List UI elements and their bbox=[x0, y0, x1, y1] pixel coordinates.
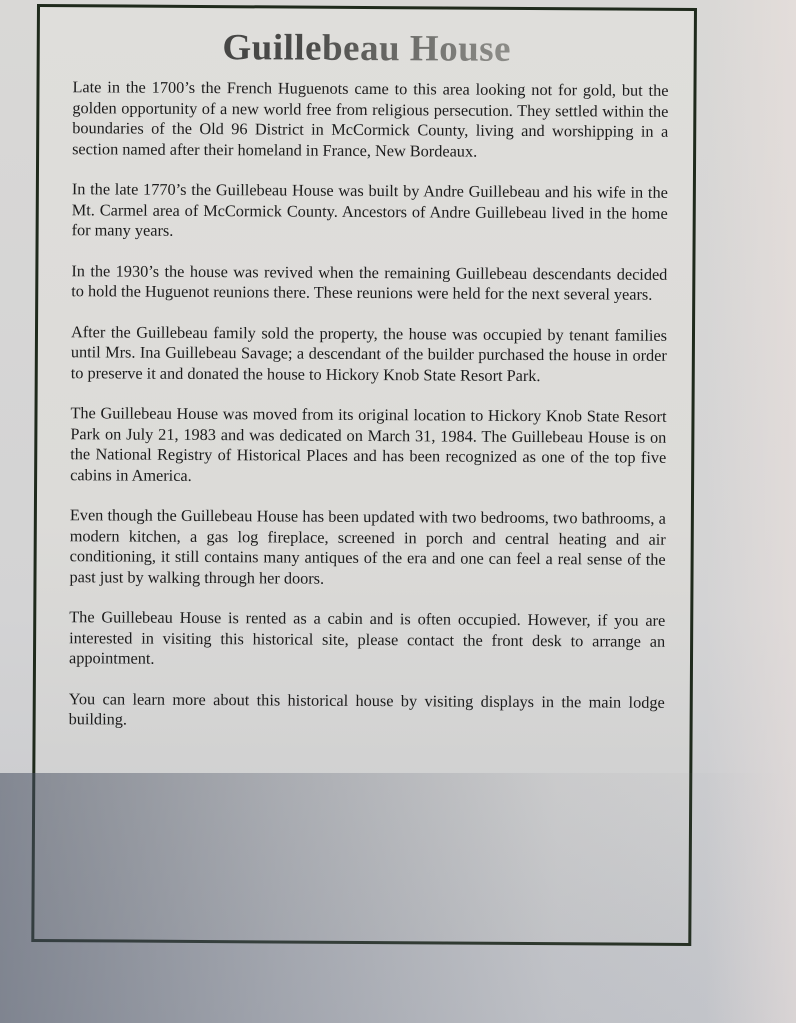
light-overlay bbox=[706, 0, 796, 1023]
sign-body bbox=[68, 77, 668, 753]
paragraph-updates: Even though the Guillebeau House has been updated with two bedrooms, two bathrooms, a modern kitchen, a gas log fireplace, screened in porch and central heating and air conditioning, it still contains many antiques of the era and one can feel a real sense of the past just by walking through her doors. bbox=[69, 505, 666, 588]
paragraph-huguenots: Late in the 1700’s the French Huguenots came to this area looking not for gold, but the golden opportunity of a new world free from religious persecution. They settled within the boundaries of the Old 96 District in McCormick County, living and worshipping in a section named after their homeland in France, New Bordeaux. bbox=[72, 77, 669, 161]
sign-title: Guillebeau House bbox=[40, 25, 694, 72]
paragraph-revival: In the 1930’s the house was revived when the remaining Guillebeau descendants decided to hold the Huguenot reunions there. These reunions were held for the next several years. bbox=[71, 260, 668, 304]
paragraph-construction: In the late 1770’s the Guillebeau House was built by Andre Guillebeau and his wife in the Mt. Carmel area of McCormick County. Ancestors of Andre Guillebeau lived in the home for many years. bbox=[71, 179, 668, 240]
paragraph-learn-more: You can learn more about this historical house by visiting displays in the main lodge building. bbox=[68, 688, 665, 729]
paragraph-donation: After the Guillebeau family sold the property, the house was occupied by tenant families until Mrs. Ina Guillebeau Savage; a descendant of the builder purchased the house in order to preserve it and donated the house to Hickory Knob State Resort Park. bbox=[70, 321, 668, 385]
sign-panel bbox=[31, 4, 697, 946]
paragraph-relocation: The Guillebeau House was moved from its original location to Hickory Knob State Resort Park on July 21, 1983 and was dedicated on March 31, 1984. The Guillebeau House is on the National Registry of Historical Places and has been recognized as one of the top five cabins in America. bbox=[70, 403, 667, 485]
paragraph-rental: The Guillebeau House is rented as a cabin and is often occupied. However, if you are interested in visiting this historical site, please contact the front desk to arrange an appointment. bbox=[68, 607, 666, 668]
